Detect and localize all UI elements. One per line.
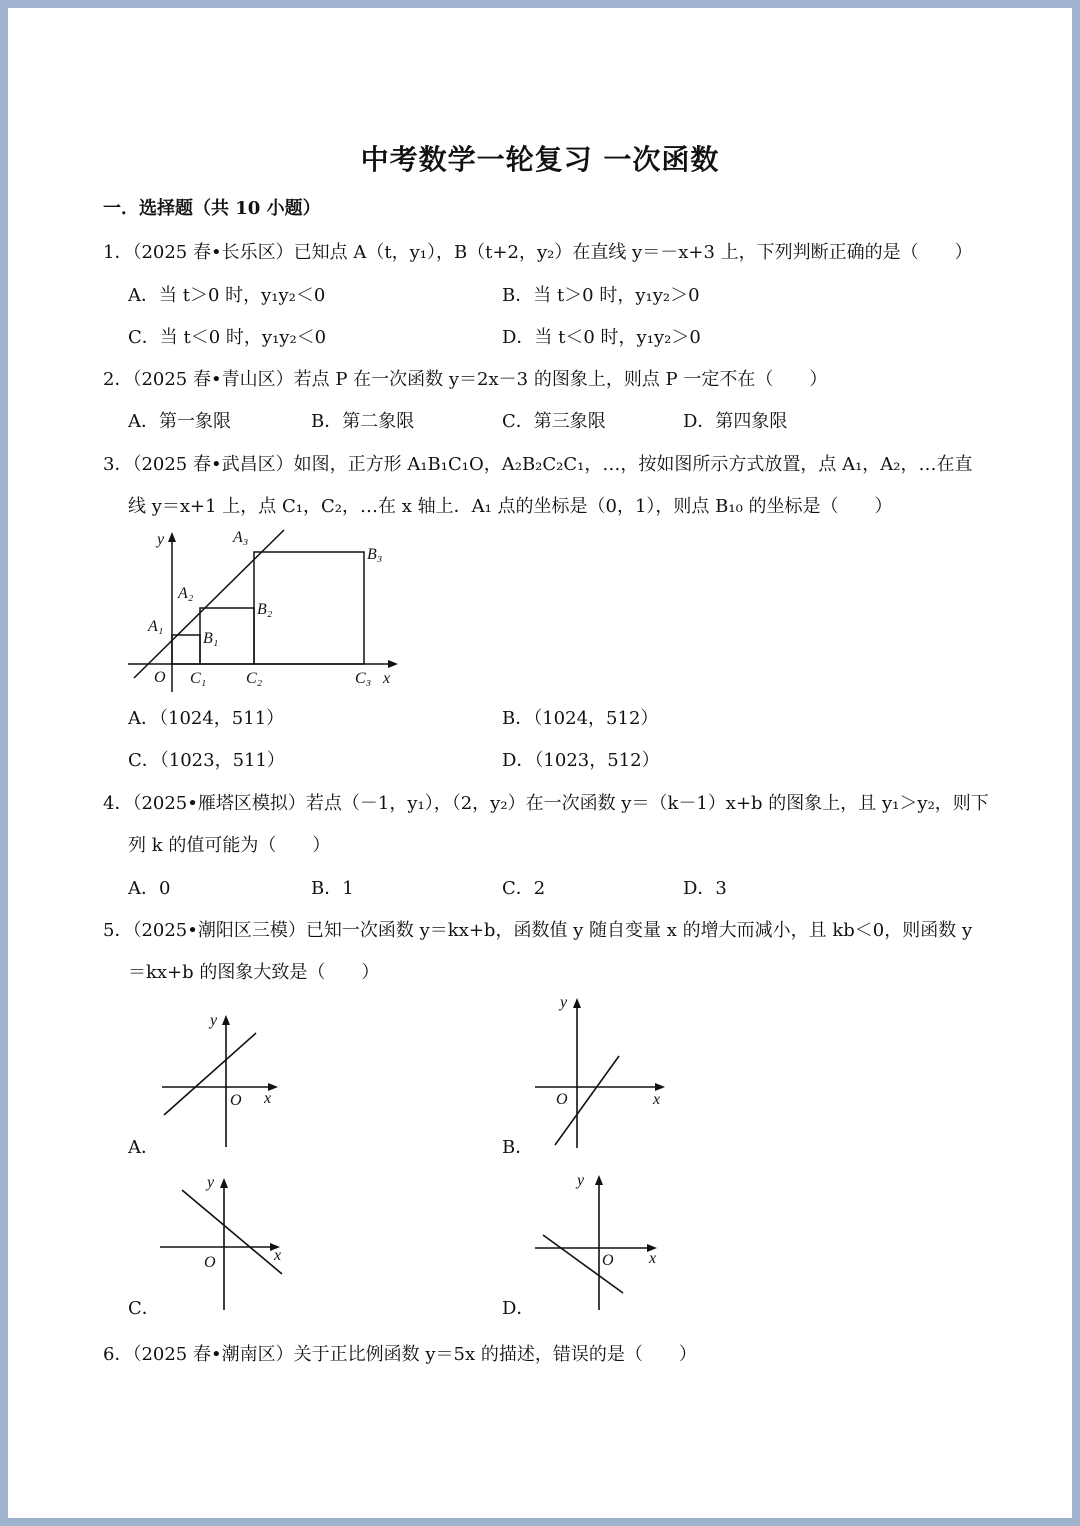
x-axis-arrow-icon	[388, 660, 398, 668]
question-source: （2025•雁塔区模拟）	[132, 793, 306, 814]
question-text: 若点（－1，y₁），（2，y₂）在一次函数 y＝（k－1）x+b 的图象上，且 y₁＞y₂，则下	[305, 793, 989, 814]
q2-option-b[interactable]: B．第二象限	[311, 411, 415, 432]
q1-option-c[interactable]: C．当 t＜0 时，y₁y₂＜0	[128, 327, 327, 348]
label-b3: B₃	[367, 546, 383, 563]
question-text: 已知一次函数 y＝kx+b，函数值 y 随自变量 x 的增大而减小，且 kb＜0，则函数 y	[305, 920, 973, 941]
label-b2: B₂	[257, 601, 273, 618]
q5-option-c[interactable]: C．	[128, 1298, 160, 1319]
q1-option-a[interactable]: A．当 t＞0 时，y₁y₂＜0	[128, 285, 326, 306]
question-source: （2025•潮阳区三模）	[132, 920, 306, 941]
squares-figure	[120, 522, 410, 697]
question-6-stem	[103, 1340, 697, 1366]
q4-option-a[interactable]: A．0	[128, 878, 171, 899]
label-x: x	[649, 1250, 657, 1267]
question-number: 2．	[103, 369, 133, 390]
question-number: 5．	[103, 920, 133, 941]
q2-option-d[interactable]: D．第四象限	[683, 411, 788, 432]
label-y: y	[157, 531, 165, 548]
question-text: 如图，正方形 A₁B₁C₁O，A₂B₂C₂C₁，…，按如图所示方式放置，点 A₁，A₂，…在直	[293, 454, 973, 475]
q1-option-d[interactable]: D．当 t＜0 时，y₁y₂＞0	[502, 327, 701, 348]
question-source: （2025 春•长乐区）	[132, 242, 294, 263]
graph-option-a	[150, 1005, 290, 1155]
q2-option-c[interactable]: C．第三象限	[502, 411, 606, 432]
y-axis-arrow-icon	[168, 532, 176, 542]
page-title: 中考数学一轮复习 一次函数	[360, 143, 720, 176]
q5-option-d[interactable]: D．	[502, 1298, 535, 1319]
label-y: y	[577, 1172, 585, 1189]
question-source: （2025 春•武昌区）	[132, 454, 294, 475]
question-number: 3．	[103, 454, 133, 475]
label-o: O	[230, 1092, 242, 1109]
label-c1: C₁	[190, 670, 207, 687]
graph-option-c	[150, 1170, 295, 1315]
question-4-stem	[103, 789, 989, 815]
question-source: （2025 春•青山区）	[132, 369, 294, 390]
question-5-stem	[103, 916, 972, 942]
label-x: x	[383, 670, 391, 687]
label-o: O	[602, 1252, 614, 1269]
question-2-stem	[103, 365, 827, 391]
y-axis-arrow-icon	[595, 1175, 603, 1185]
graph-option-b	[525, 990, 675, 1155]
question-3-stem	[103, 450, 973, 476]
label-y: y	[560, 994, 568, 1011]
q3-option-b[interactable]: B．（1024，512）	[502, 708, 659, 729]
label-x: x	[653, 1091, 661, 1108]
question-5-stem-line2: ＝kx+b 的图象大致是（ ）	[128, 962, 380, 983]
label-c2: C₂	[246, 670, 263, 687]
label-b1: B₁	[203, 630, 219, 647]
graph-option-d	[525, 1165, 675, 1315]
label-o: O	[154, 669, 166, 686]
q3-option-c[interactable]: C．（1023，511）	[128, 750, 285, 771]
label-y: y	[207, 1174, 215, 1191]
graph-line	[164, 1033, 256, 1115]
square-1	[172, 635, 200, 664]
question-number: 4．	[103, 793, 133, 814]
q4-option-d[interactable]: D．3	[683, 878, 727, 899]
question-source: （2025 春•潮南区）	[132, 1344, 294, 1365]
q4-option-b[interactable]: B．1	[311, 878, 354, 899]
q3-option-d[interactable]: D．（1023，512）	[502, 750, 660, 771]
question-1-stem	[103, 238, 973, 264]
label-a3: A₃	[233, 529, 249, 546]
label-a1: A₁	[148, 618, 164, 635]
y-axis-arrow-icon	[222, 1015, 230, 1025]
q4-option-c[interactable]: C．2	[502, 878, 546, 899]
label-x: x	[264, 1090, 272, 1107]
q1-option-b[interactable]: B．当 t＞0 时，y₁y₂＞0	[502, 285, 700, 306]
question-3-stem-line2: 线 y＝x+1 上，点 C₁，C₂，…在 x 轴上．A₁ 点的坐标是（0，1），则点 B₁₀ 的坐标是（ ）	[128, 496, 893, 517]
label-c3: C₃	[355, 670, 372, 687]
q3-option-a[interactable]: A．（1024，511）	[128, 708, 285, 729]
label-y: y	[210, 1012, 218, 1029]
q5-option-a[interactable]: A．	[128, 1137, 159, 1158]
q5-option-b[interactable]: B．	[502, 1137, 534, 1158]
question-number: 6．	[103, 1344, 133, 1365]
graph-line	[182, 1190, 282, 1274]
label-x: x	[274, 1247, 282, 1264]
y-axis-arrow-icon	[573, 998, 581, 1008]
question-number: 1．	[103, 242, 133, 263]
question-text: 已知点 A（t，y₁），B（t+2，y₂）在直线 y＝－x+3 上，下列判断正确的是（ ）	[293, 242, 973, 263]
y-axis-arrow-icon	[220, 1178, 228, 1188]
label-o: O	[204, 1254, 216, 1271]
question-text: 若点 P 在一次函数 y＝2x－3 的图象上，则点 P 一定不在（ ）	[293, 369, 828, 390]
label-o: O	[556, 1091, 568, 1108]
section-heading: 一．选择题（共 10 小题）	[103, 198, 321, 219]
q2-option-a[interactable]: A．第一象限	[128, 411, 231, 432]
question-text: 关于正比例函数 y＝5x 的描述，错误的是（ ）	[293, 1344, 697, 1365]
label-a2: A₂	[178, 585, 194, 602]
x-axis-arrow-icon	[655, 1083, 665, 1091]
question-4-stem-line2: 列 k 的值可能为（ ）	[128, 835, 331, 856]
